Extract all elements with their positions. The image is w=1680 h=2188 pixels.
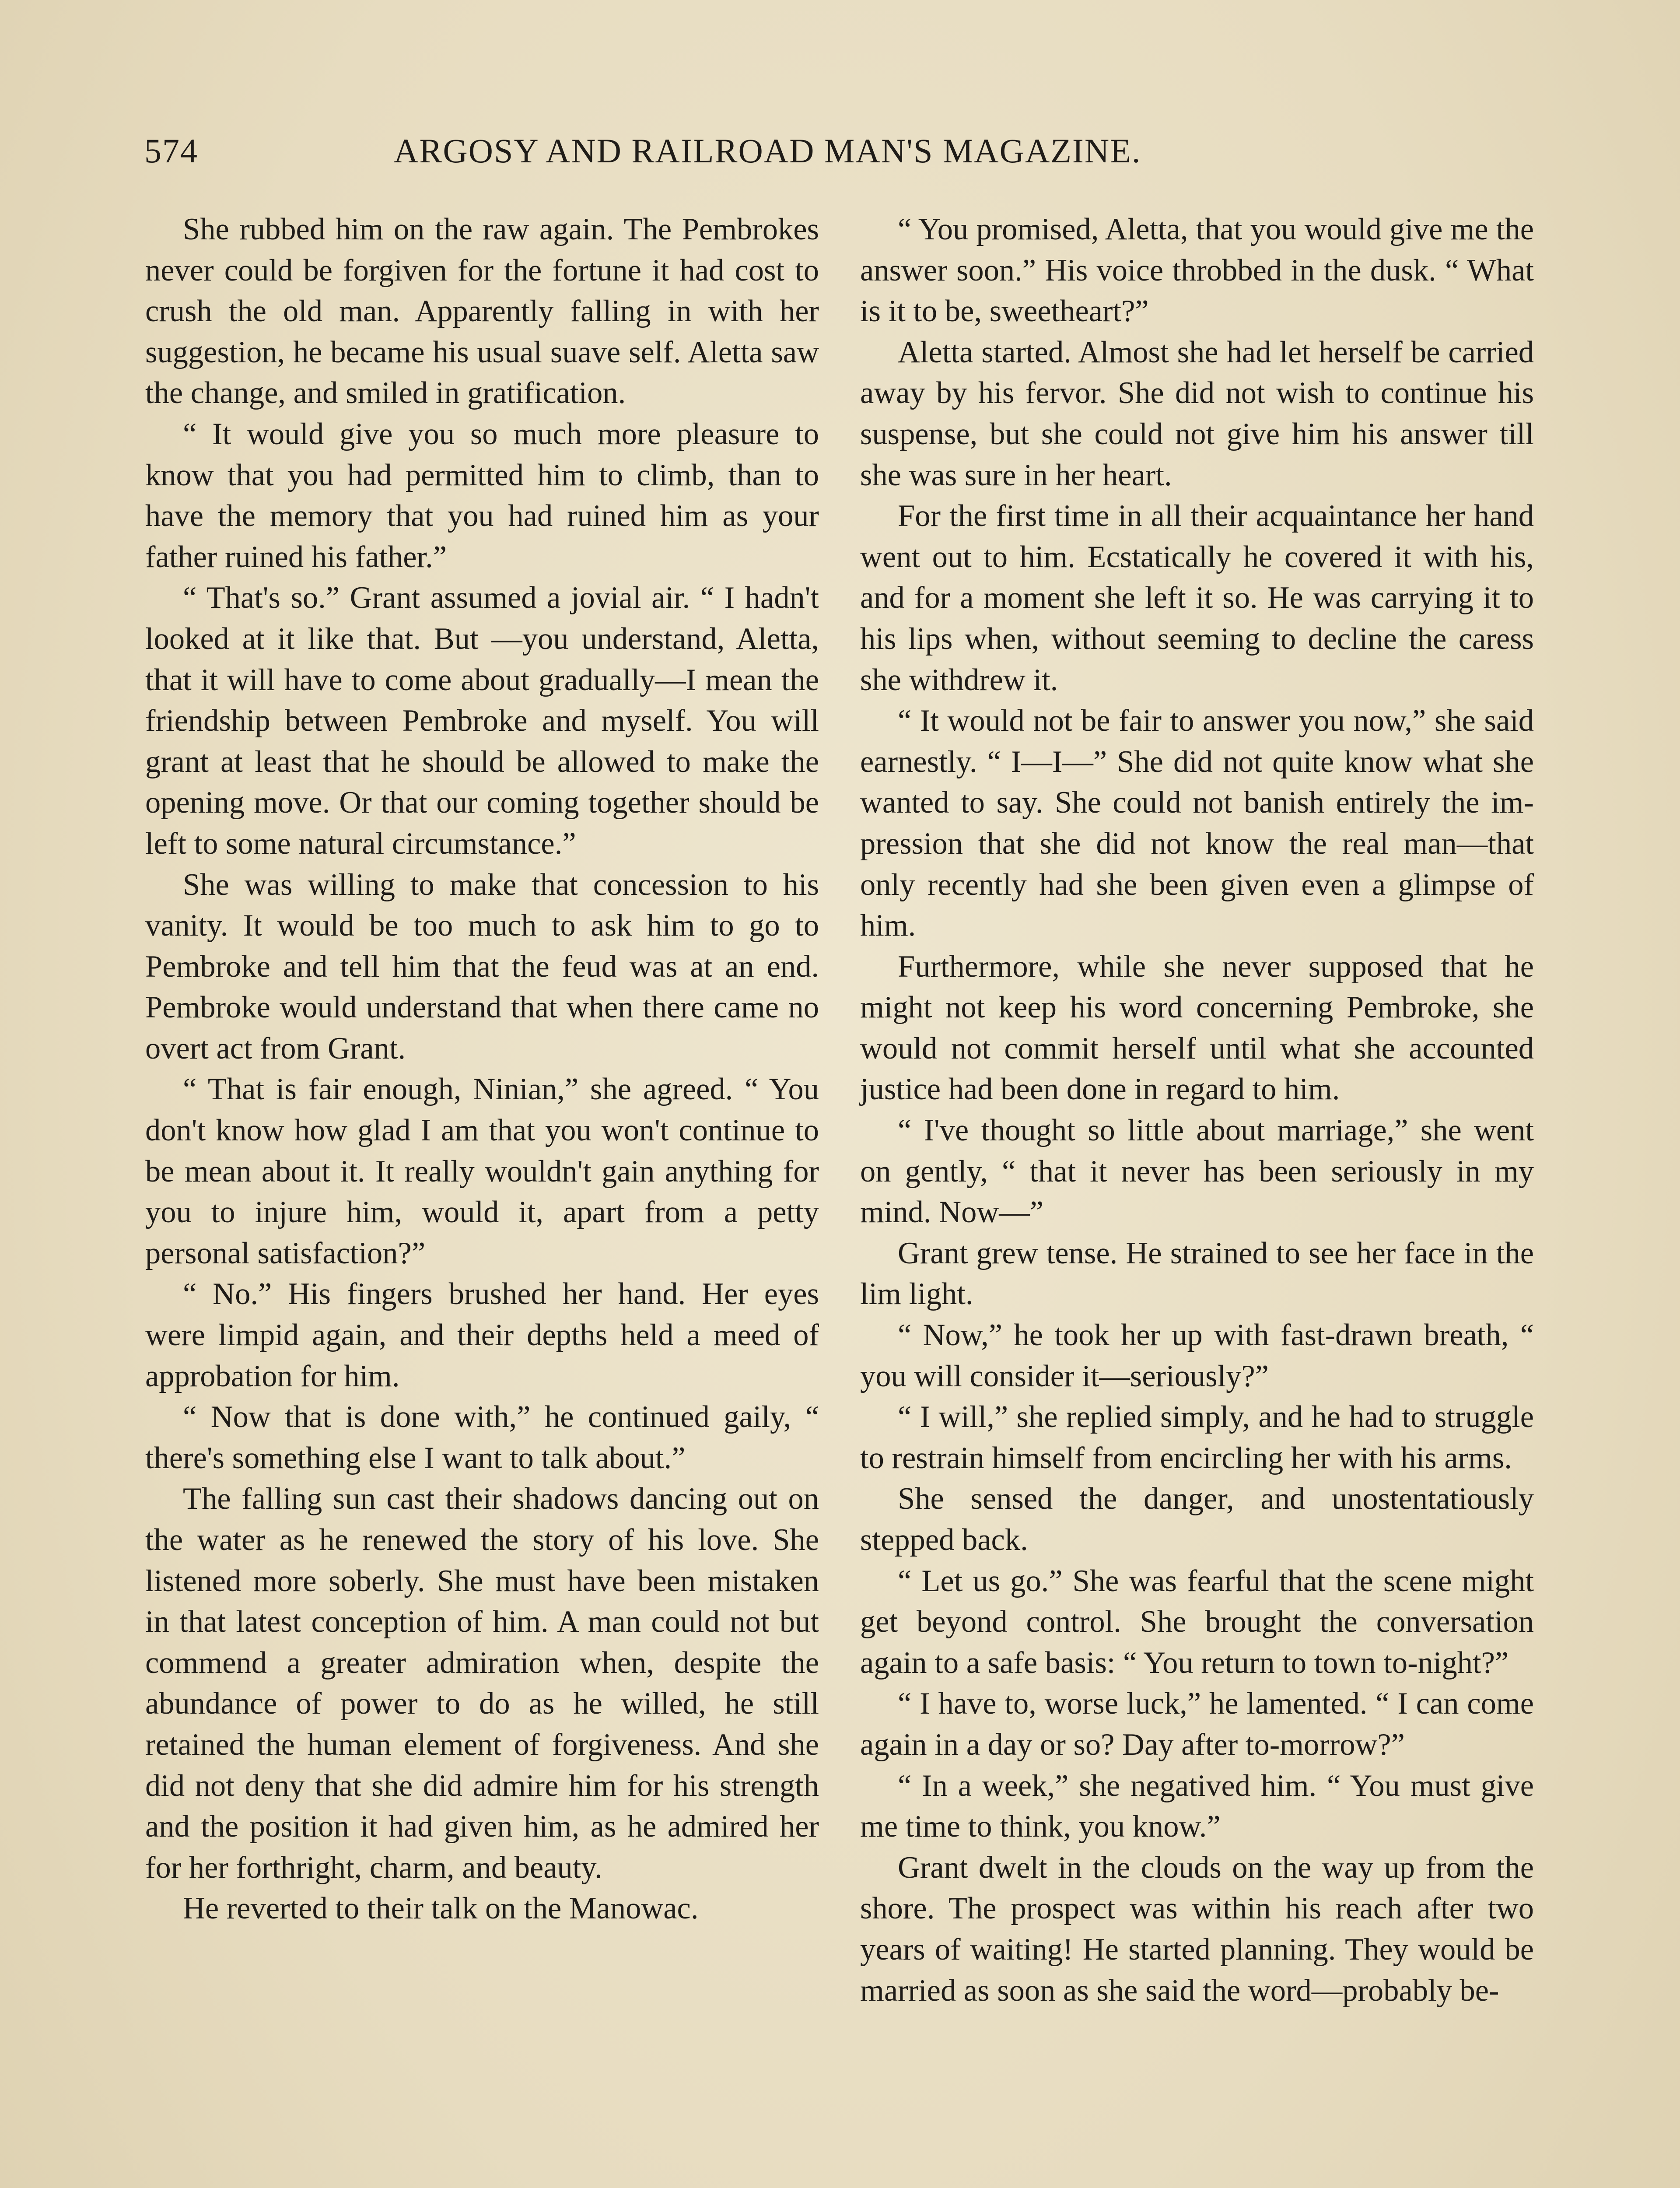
- paragraph: “ It would give you so much more pleasure to know that you had permitted him to climb, than to have the memory that you had ruined him as your father ruined his father.”: [145, 417, 819, 574]
- paragraph: He reverted to their talk on the Manowac.: [183, 1891, 699, 1926]
- paragraph: “ No.” His fingers brushed her hand. Her eyes were limpid again, and their depths held a meed of approbation for him.: [145, 1277, 819, 1393]
- paragraph: “ I will,” she replied simply, and he had to struggle to restrain himself from encircling her with his arms.: [860, 1400, 1534, 1475]
- paragraph: “ It would not be fair to answer you now,” she said earnestly. “ I—I—” She did not quite know what she wanted to say. She could not banish entirely the impression that she did not know the real man—that only recently had she been given even a glimpse of him.: [860, 704, 1534, 943]
- running-head: ARGOSY AND RAILROAD MAN'S MAGAZINE.: [394, 132, 1141, 170]
- paragraph: “ That is fair enough, Ninian,” she agreed. “ You don't know how glad I am that you won't continue to be mean about it. It really wouldn't gain anything for you to injure him, would it, apart from a petty personal satisfaction?”: [145, 1072, 819, 1270]
- paragraph: Aletta started. Almost she had let herself be carried away by his fervor. She did not wish to continue his suspense, but she could not give him his answer till she was sure in her heart.: [860, 335, 1534, 492]
- left-column: [145, 209, 819, 1929]
- right-column: [860, 209, 1534, 2011]
- page-header: [144, 131, 1299, 184]
- paragraph: “ Now that is done with,” he continued gaily, “ there's something else I want to talk about.”: [145, 1400, 819, 1475]
- paragraph: “ I've thought so little about marriage,” she went on gently, “ that it never has been seriously in my mind. Now—”: [860, 1113, 1534, 1230]
- paragraph: “ That's so.” Grant assumed a jovial air. “ I hadn't looked at it like that. But —you understand, Aletta, that it will have to come about gradually—I mean the friendship between Pembroke and myself. You will grant at least that he should be allowed to make the opening move. Or that our coming together should be left to some natural circumstance.”: [145, 581, 819, 861]
- paragraph: The falling sun cast their shadows dancing out on the water as he renewed the story of his love. She listened more soberly. She must have been mistaken in that latest conception of him. A man could not but commend a greater admiration when, despite the abundance of power to do as he willed, he still retained the human element of forgiveness. And she did not deny that she did admire him for his strength and the position it had given him, as he admired her for her forthright, charm, and beauty.: [145, 1482, 819, 1885]
- paragraph: Grant dwelt in the clouds on the way up from the shore. The prospect was within his reach after two years of waiting! He started planning. They would be married as soon as she said the word—probably be-: [860, 1850, 1534, 2008]
- paragraph: She sensed the danger, and unostentatiously stepped back.: [860, 1482, 1534, 1557]
- paragraph: She was willing to make that concession to his vanity. It would be too much to ask him to go to Pembroke and tell him that the feud was at an end. Pembroke would understand that when there came no overt act from Grant.: [145, 867, 819, 1066]
- paragraph: “ Now,” he took her up with fast-drawn breath, “ you will consider it—seriously?”: [860, 1318, 1534, 1393]
- paragraph: “ In a week,” she negatived him. “ You must give me time to think, you know.”: [860, 1768, 1534, 1844]
- paragraph: For the first time in all their acquaintance her hand went out to him. Ecstatically he covered it with his, and for a moment she left it so. He was carrying it to his lips when, without seeming to decline the caress she withdrew it.: [860, 499, 1534, 697]
- paragraph: She rubbed him on the raw again. The Pembrokes never could be forgiven for the fortune it had cost to crush the old man. Apparently falling in with her suggestion, he became his usual suave self. Aletta saw the change, and smiled in gratification.: [145, 212, 819, 410]
- paragraph: “ Let us go.” She was fearful that the scene might get beyond control. She brought the conversation again to a safe basis: “ You return to town to-night?”: [860, 1564, 1534, 1680]
- paragraph: “ You promised, Aletta, that you would give me the answer soon.” His voice throbbed in the dusk. “ What is it to be, sweetheart?”: [860, 212, 1534, 329]
- paragraph: Furthermore, while she never supposed that he might not keep his word concerning Pembroke, she would not commit herself until what she accounted justice had been done in regard to him.: [860, 949, 1534, 1107]
- paragraph: Grant grew tense. He strained to see her face in the lim light.: [860, 1236, 1534, 1311]
- paragraph: “ I have to, worse luck,” he lamented. “ I can come again in a day or so? Day after to-morrow?”: [860, 1687, 1534, 1762]
- page-number: 574: [144, 132, 198, 170]
